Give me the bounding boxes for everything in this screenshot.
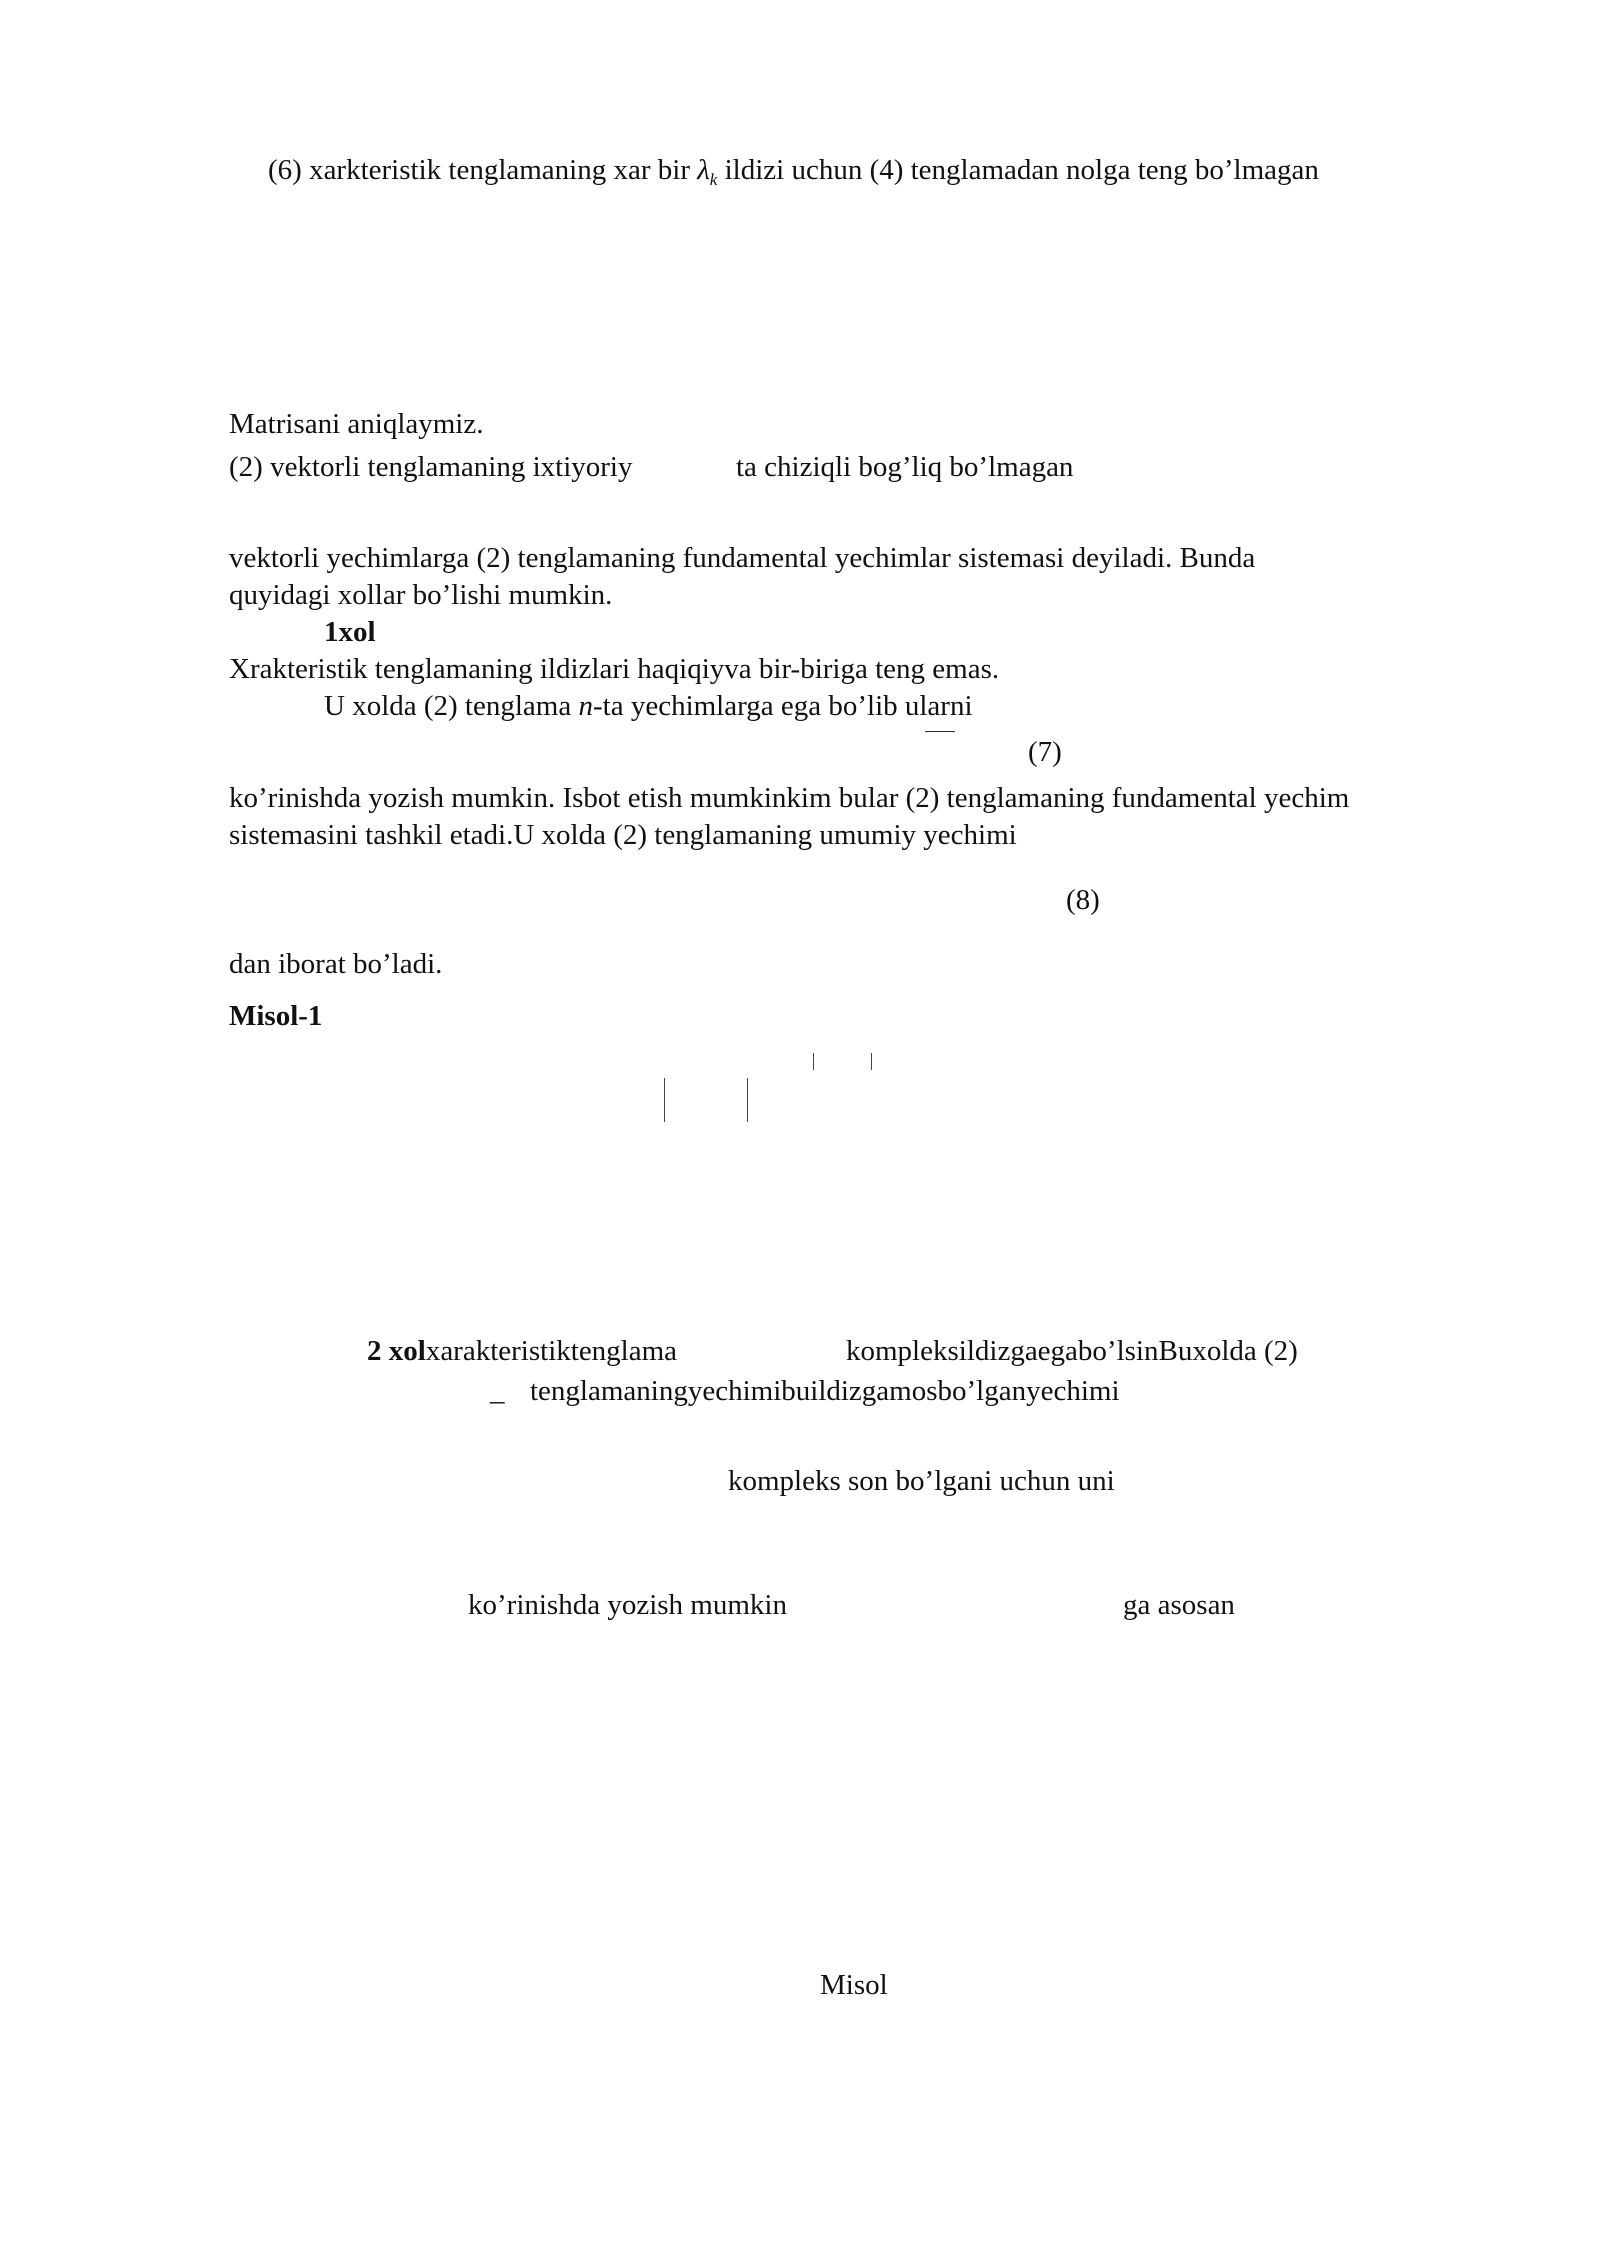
case-label: 2 xol — [367, 1335, 426, 1367]
matrix-bracket-mark — [813, 1053, 814, 1070]
paragraph-line: (6) xarkteristik tenglamaning xar bir $\lambda_k$ ildizi uchun (4) tenglamadan nolga teng bo’lmagan — [268, 154, 1319, 189]
paragraph-line: sistemasini tashkil etadi.U xolda (2) tenglamaning umumiy yechimi — [229, 819, 1017, 851]
paragraph-line: kompleksildizgaegabo’lsinBuxolda (2) — [846, 1335, 1298, 1367]
matrix-bracket-mark — [664, 1078, 665, 1122]
paragraph-line: ta chiziqli bog’liq bo’lmagan — [736, 451, 1074, 483]
paragraph-line: tenglamaningyechimibuildizgamosbo’lganyechimi — [530, 1375, 1120, 1407]
paragraph-line: quyidagi xollar bo’lishi mumkin. — [229, 579, 613, 611]
paragraph-line: U xolda (2) tenglama n-ta yechimlarga ega bo’lib ularni — [324, 690, 973, 722]
lambda-subscript: k — [709, 170, 718, 189]
example-heading: Misol-1 — [229, 1000, 323, 1032]
paragraph-line: ko’rinishda yozish mumkin. Isbot etish mumkinkim bular (2) tenglamaning fundamental yechim — [229, 782, 1350, 814]
matrix-bracket-mark — [747, 1078, 748, 1122]
italic-n: n — [578, 690, 593, 722]
overline-mark — [925, 731, 955, 732]
dash-mark: _ — [490, 1375, 505, 1407]
matrix-bracket-mark — [871, 1053, 872, 1070]
paragraph-line: kompleks son bo’lgani uchun uni — [728, 1465, 1115, 1497]
example-heading: Misol — [820, 1969, 888, 2001]
paragraph-line: ga asosan — [1123, 1589, 1235, 1621]
paragraph-line: 2 xolxarakteristiktenglama — [367, 1335, 678, 1367]
section-heading: 1xol — [324, 616, 376, 648]
paragraph-line: Matrisani aniqlaymiz. — [229, 408, 484, 440]
paragraph-line: Xrakteristik tenglamaning ildizlari haqiqiyva bir-biriga teng emas. — [229, 653, 1000, 685]
paragraph-line: ko’rinishda yozish mumkin — [468, 1589, 787, 1621]
equation-number: (7) — [1028, 736, 1062, 768]
paragraph-line: vektorli yechimlarga (2) tenglamaning fundamental yechimlar sistemasi deyiladi. Bunda — [229, 542, 1256, 574]
paragraph-line: (2) vektorli tenglamaning ixtiyoriy — [229, 451, 633, 483]
lambda-symbol: λ — [697, 154, 710, 186]
paragraph-line: dan iborat bo’ladi. — [229, 948, 443, 980]
equation-number: (8) — [1066, 884, 1100, 916]
